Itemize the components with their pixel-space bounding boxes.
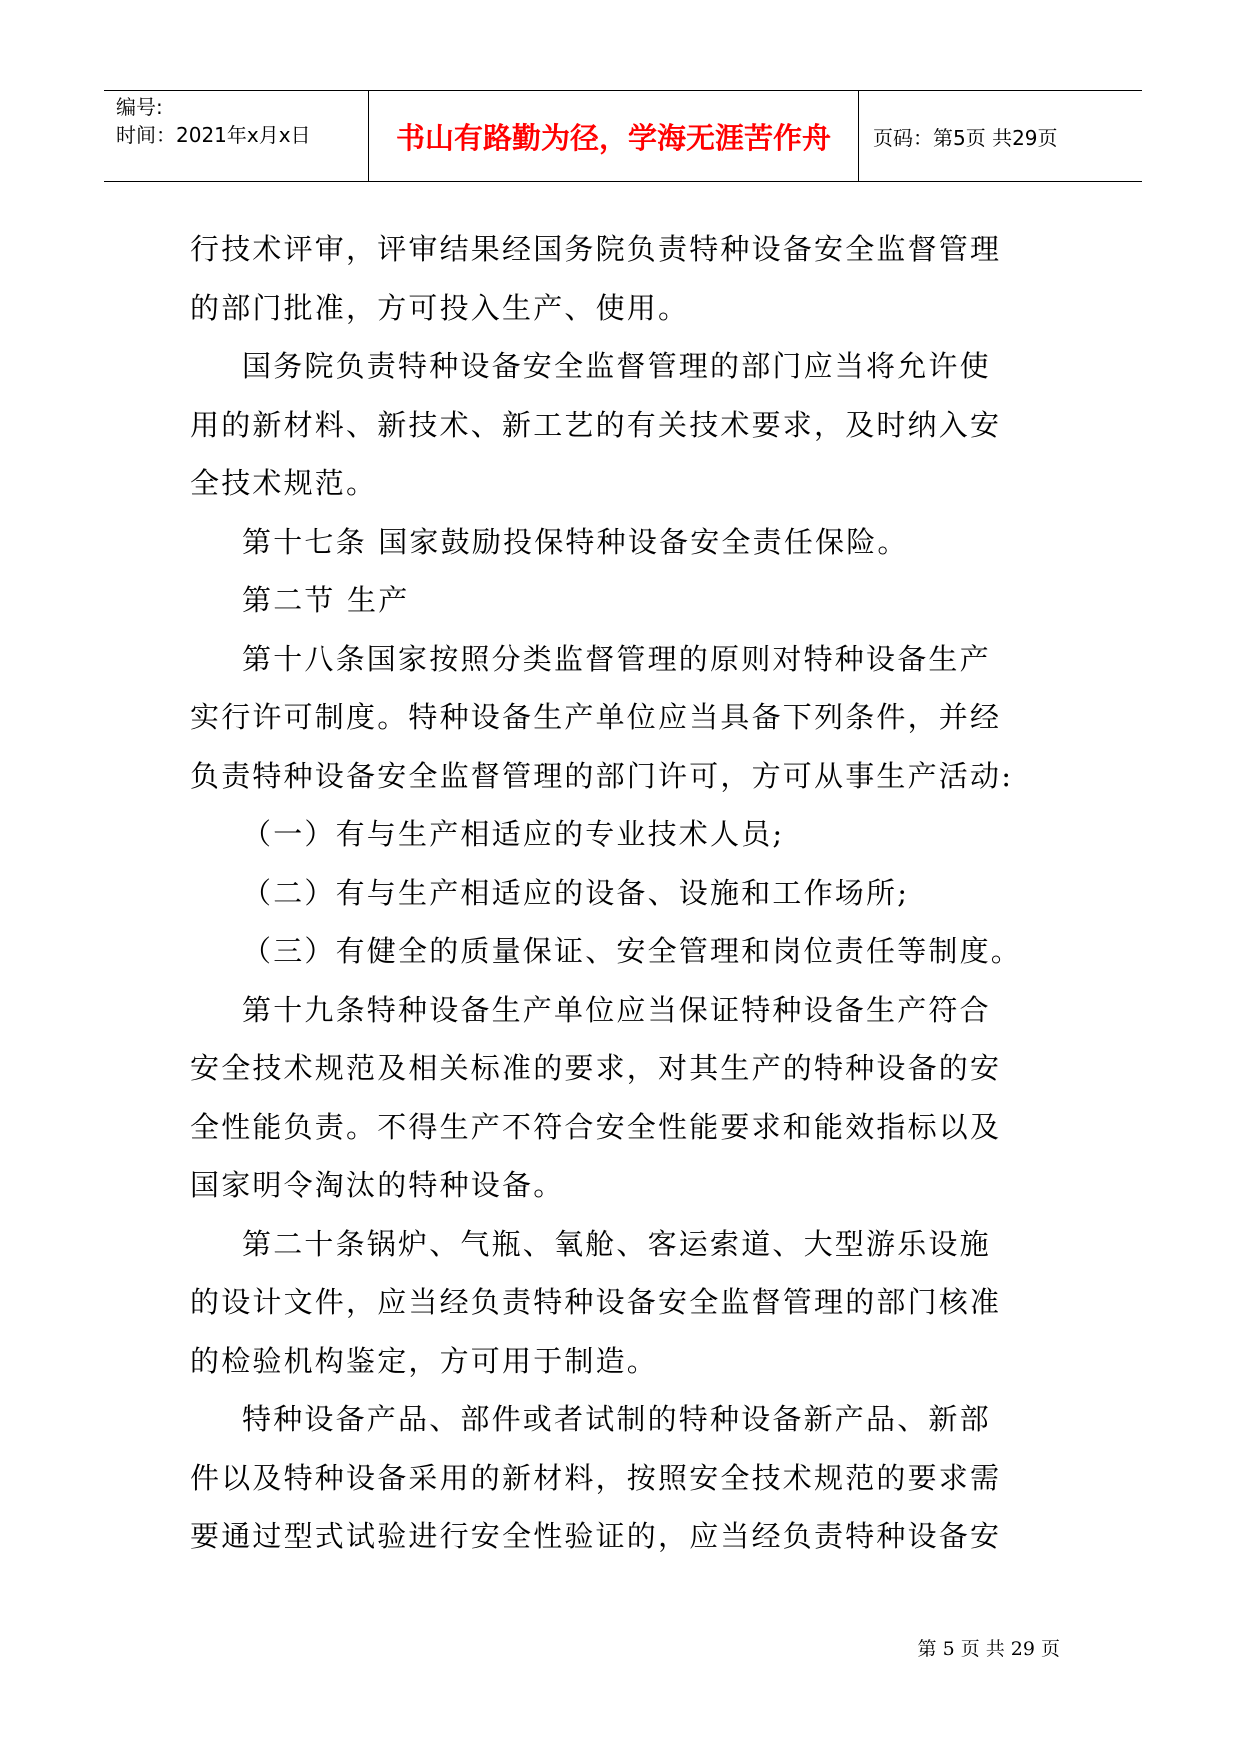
document-body	[190, 220, 1060, 1566]
text-line: 安全技术规范及相关标准的要求，对其生产的特种设备的安	[190, 1051, 1002, 1085]
text-line: 件以及特种设备采用的新材料，按照安全技术规范的要求需	[190, 1460, 1002, 1495]
header-page-number: 页码：第5页 共29页	[873, 125, 1058, 150]
text-line: 行技术评审，评审结果经国务院负责特种设备安全监督管理	[190, 232, 1002, 266]
text-line: 要通过型式试验进行安全性验证的，应当经负责特种设备安	[190, 1519, 1002, 1553]
text-line: 全技术规范。	[190, 466, 378, 500]
header-meta	[104, 91, 369, 181]
text-line: 第十八条国家按照分类监督管理的原则对特种设备生产	[242, 641, 991, 676]
text-line: 第二十条锅炉、气瓶、氧舱、客运索道、大型游乐设施	[242, 1226, 991, 1261]
page-header	[104, 90, 1142, 182]
list-item: （一）有与生产相适应的专业技术人员;	[242, 817, 785, 851]
page-footer: 第 5 页 共 29 页	[917, 1638, 1060, 1660]
date-label: 时间：2021年x月x日	[116, 123, 311, 147]
text-line: 国家明令淘汰的特种设备。	[190, 1168, 565, 1202]
section-heading: 第二节 生产	[242, 583, 410, 617]
serial-number-label: 编号:	[116, 95, 163, 119]
header-slogan: 书山有路勤为径，学海无涯苦作舟	[369, 91, 859, 181]
text-line: 全性能负责。不得生产不符合安全性能要求和能效指标以及	[190, 1109, 1002, 1144]
list-item: （二）有与生产相适应的设备、设施和工作场所;	[242, 875, 910, 910]
text-line: 特种设备产品、部件或者试制的特种设备新产品、新部	[242, 1402, 991, 1436]
text-line: 国务院负责特种设备安全监督管理的部门应当将允许使	[242, 349, 991, 383]
text-line: 的检验机构鉴定，方可用于制造。	[190, 1343, 659, 1378]
text-line: 的设计文件，应当经负责特种设备安全监督管理的部门核准	[190, 1285, 1002, 1319]
text-line: 实行许可制度。特种设备生产单位应当具备下列条件，并经	[190, 700, 1002, 734]
text-line: 的部门批准，方可投入生产、使用。	[190, 290, 690, 325]
article-heading: 第十七条 国家鼓励投保特种设备安全责任保险。	[242, 524, 909, 559]
text-line: 用的新材料、新技术、新工艺的有关技术要求，及时纳入安	[190, 407, 1002, 442]
list-item: （三）有健全的质量保证、安全管理和岗位责任等制度。	[242, 934, 1023, 968]
text-line: 第十九条特种设备生产单位应当保证特种设备生产符合	[242, 992, 991, 1027]
text-line: 负责特种设备安全监督管理的部门许可，方可从事生产活动:	[190, 758, 1014, 793]
